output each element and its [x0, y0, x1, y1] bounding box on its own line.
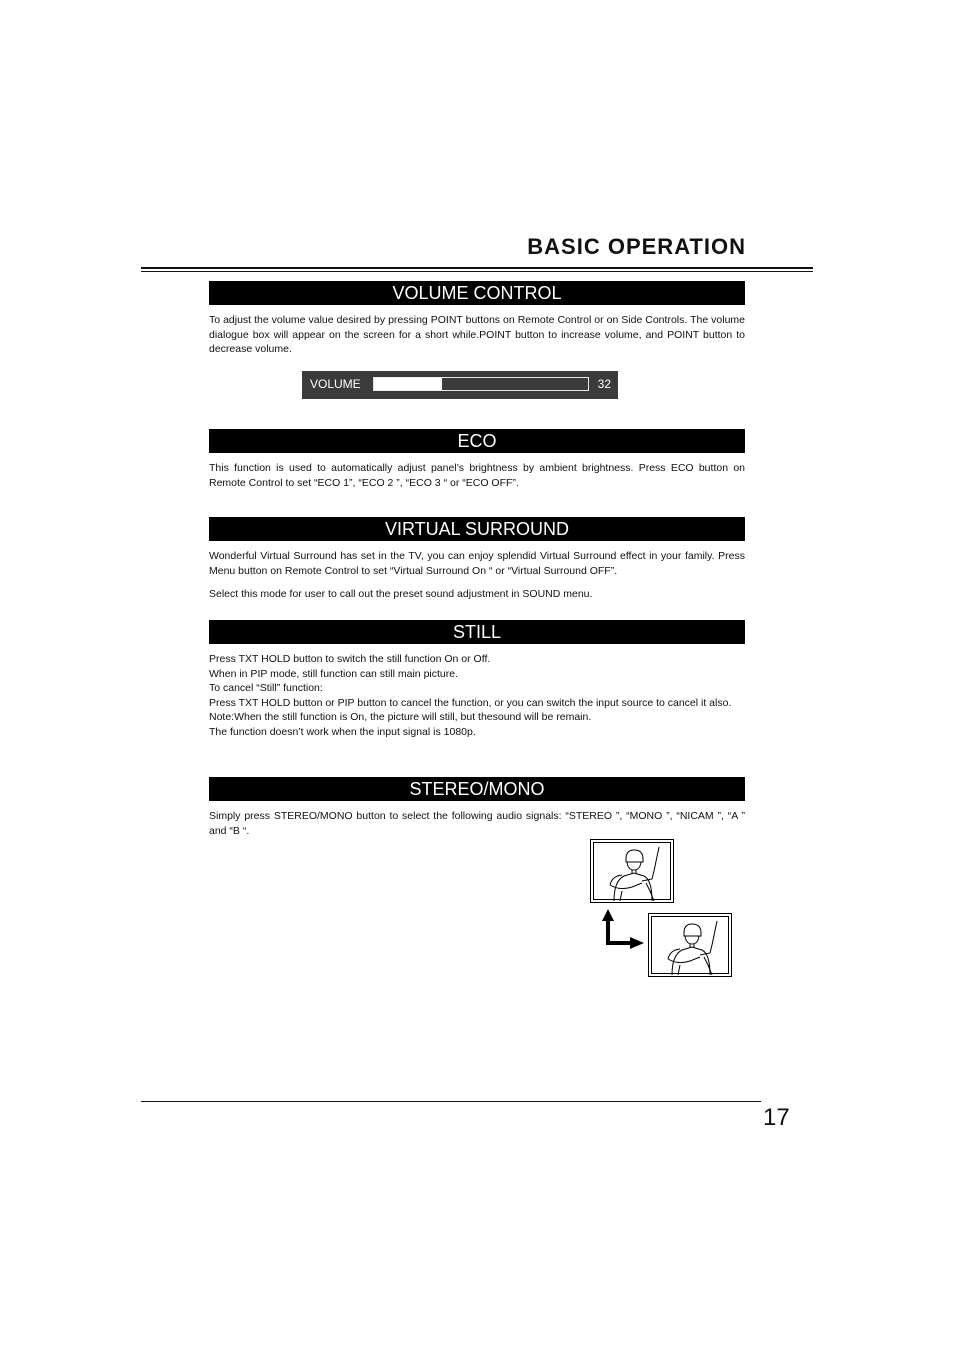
still-description	[209, 652, 745, 739]
section-title-stereo-mono: STEREO/MONO	[209, 777, 745, 801]
tv-screen-illustration-2	[648, 913, 732, 977]
page-title: BASIC OPERATION	[527, 234, 746, 259]
virtual-surround-note: Select this mode for user to call out the preset sound adjustment in SOUND menu.	[209, 588, 593, 600]
tv-screen-illustration-1	[590, 839, 674, 903]
still-line: Press TXT HOLD button or PIP button to cancel the function, or you can switch the input source to cancel it also.	[209, 696, 732, 709]
volume-osd-track	[373, 377, 589, 391]
volume-osd	[302, 371, 618, 399]
still-line: When in PIP mode, still function can still main picture.	[209, 667, 459, 680]
volume-osd-label: VOLUME	[310, 377, 361, 391]
footer-rule	[141, 1101, 761, 1102]
volume-description: To adjust the volume value desired by pressing POINT buttons on Remote Control or on Side Controls. The volume dialogue box will appear on the screen for a short while.POINT button to increase volume, and POINT button to decrease volume.	[209, 314, 745, 355]
baseball-player-icon	[652, 917, 730, 975]
baseball-player-icon	[594, 843, 672, 901]
still-line: To cancel “Still” function:	[209, 682, 323, 694]
section-title-virtual-surround: VIRTUAL SURROUND	[209, 517, 745, 541]
arrow-icon	[600, 903, 648, 953]
stereo-mono-description: Simply press STEREO/MONO button to select the following audio signals: “STEREO ”, “MONO ”, “NICAM ”, “A ” and “B “.	[209, 810, 745, 837]
still-line: Note:When the still function is On, the picture will still, but thesound will be remain.	[209, 711, 592, 723]
section-title-eco: ECO	[209, 429, 745, 453]
still-line: The function doesn’t work when the input signal is 1080p.	[209, 725, 476, 738]
still-line: Press TXT HOLD button to switch the still function On or Off.	[209, 653, 491, 665]
header-rule-thick	[141, 267, 813, 269]
virtual-surround-description: Wonderful Virtual Surround has set in the TV, you can enjoy splendid Virtual Surround effect in your family. Press Menu button on Remote Control to set “Virtual Surround On “ or “Virtual Surround OFF”.	[209, 550, 745, 577]
eco-description: This function is used to automatically adjust panel’s brightness by ambient brightness. Press ECO button on Remote Control to set “ECO 1”, “ECO 2 ”, “ECO 3 “ or “ECO OFF”.	[209, 462, 745, 489]
header-rule-thin	[141, 271, 813, 272]
section-title-still: STILL	[209, 620, 745, 644]
volume-osd-fill	[374, 378, 442, 390]
page-number: 17	[763, 1104, 790, 1131]
tv-screen-inner	[593, 842, 671, 900]
tv-screen-inner	[651, 916, 729, 974]
section-title-volume-control: VOLUME CONTROL	[209, 281, 745, 305]
volume-osd-value: 32	[597, 377, 611, 391]
